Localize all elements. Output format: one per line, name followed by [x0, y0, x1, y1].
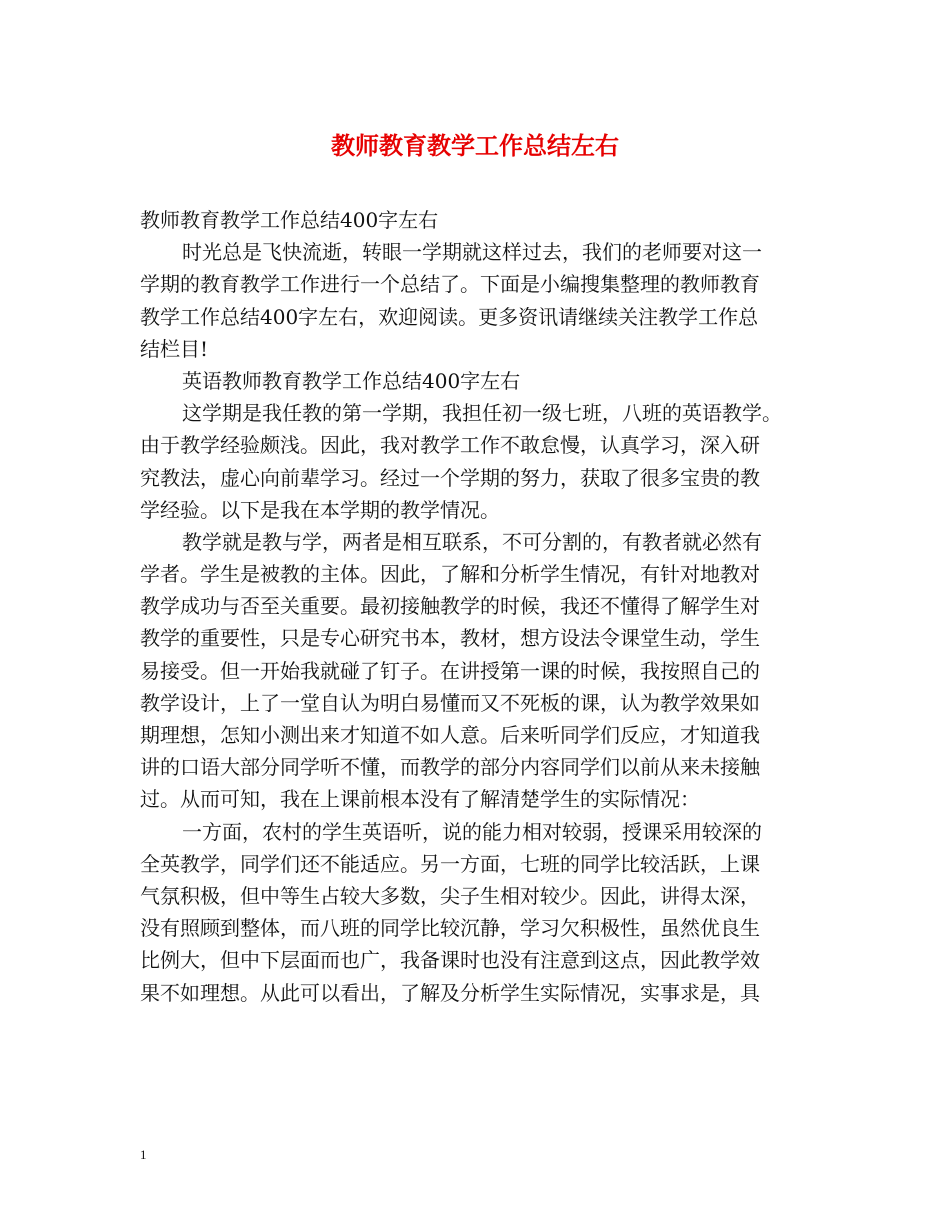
body-line: 教学就是教与学，两者是相互联系，不可分割的，有教者就必然有 [182, 529, 762, 554]
body-line: 究教法，虚心向前辈学习。经过一个学期的努力，获取了很多宝贵的教 [140, 465, 760, 490]
body-line: 英语教师教育教学工作总结400字左右 [182, 368, 521, 393]
body-line: 教学的重要性，只是专心研究书本，教材，想方设法令课堂生动，学生 [140, 626, 760, 651]
body-line: 教师教育教学工作总结400字左右 [140, 208, 439, 232]
body-line: 学经验。以下是我在本学期的教学情况。 [140, 497, 500, 522]
body-line: 学期的教育教学工作进行一个总结了。下面是小编搜集整理的教师教育 [140, 272, 760, 297]
body-line: 由于教学经验颇浅。因此，我对教学工作不敢怠慢，认真学习，深入研 [140, 433, 760, 458]
body-line: 讲的口语大部分同学听不懂，而教学的部分内容同学们以前从来未接触 [140, 755, 760, 780]
body-line: 期理想，怎知小测出来才知道不如人意。后来听同学们反应，才知道我 [140, 723, 760, 747]
document-title: 教师教育教学工作总结左右 [331, 131, 619, 160]
body-line: 易接受。但一开始我就碰了钉子。在讲授第一课的时候，我按照自己的 [140, 658, 760, 683]
body-line: 教学工作总结400字左右，欢迎阅读。更多资讯请继续关注教学工作总 [140, 304, 759, 329]
document-body [140, 204, 815, 1009]
body-line: 没有照顾到整体，而八班的同学比较沉静，学习欠积极性，虽然优良生 [140, 916, 760, 941]
body-line: 比例大，但中下层面而也广，我备课时也没有注意到这点，因此教学效 [140, 948, 760, 973]
body-line: 过。从而可知，我在上课前根本没有了解清楚学生的实际情况： [140, 787, 700, 812]
body-line: 结栏目! [140, 336, 209, 361]
page-number: 1 [140, 1147, 147, 1162]
body-line: 果不如理想。从此可以看出，了解及分析学生实际情况，实事求是，具 [140, 980, 760, 1005]
body-line: 时光总是飞快流逝，转眼一学期就这样过去，我们的老师要对这一 [182, 240, 762, 265]
body-line: 一方面，农村的学生英语听，说的能力相对较弱，授课采用较深的 [182, 819, 762, 844]
body-line: 教学设计，上了一堂自认为明白易懂而又不死板的课，认为教学效果如 [140, 690, 760, 715]
body-line: 学者。学生是被教的主体。因此，了解和分析学生情况，有针对地教对 [140, 562, 760, 587]
body-line: 气氛积极，但中等生占较大多数，尖子生相对较少。因此，讲得太深， [140, 883, 760, 908]
body-line: 这学期是我任教的第一学期，我担任初一级七班，八班的英语教学。 [182, 401, 782, 426]
body-line: 全英教学，同学们还不能适应。另一方面，七班的同学比较活跃，上课 [140, 851, 760, 876]
body-line: 教学成功与否至关重要。最初接触教学的时候，我还不懂得了解学生对 [140, 594, 760, 619]
